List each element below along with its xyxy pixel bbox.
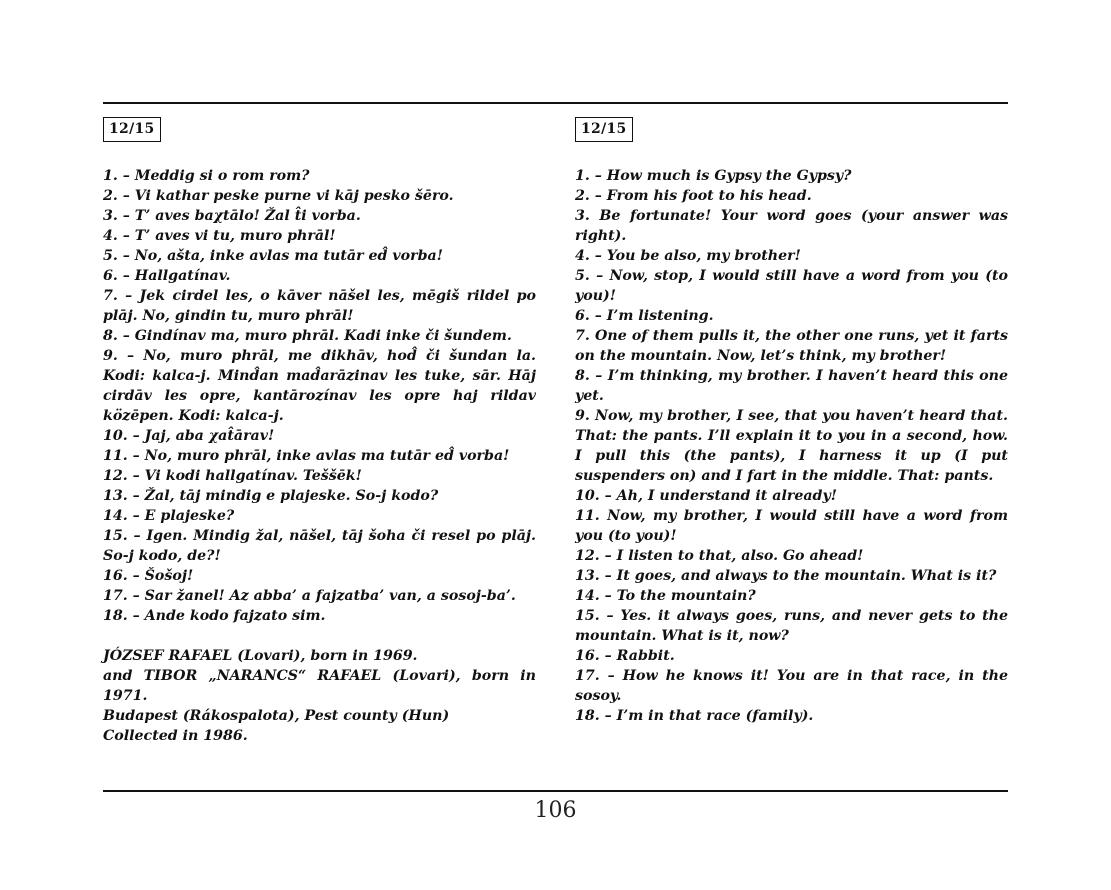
left-line: 4. – T’ aves vi tu, muro phrāl! <box>103 228 336 244</box>
left-line: 8. – Gindínav ma, muro phrāl. Kadi inke či šundem. <box>103 328 512 344</box>
left-code-box: 12/15 <box>103 117 161 142</box>
left-line: 13. – Žal, tāj mindig e plajeske. So-j kodo? <box>103 488 439 504</box>
right-line: 5. – Now, stop, I would still have a word from you (to you)! <box>575 268 1008 304</box>
credit-line: Collected in 1986. <box>103 728 248 744</box>
right-line: 12. – I listen to that, also. Go ahead! <box>575 548 864 564</box>
left-column <box>103 117 536 746</box>
left-line: 1. – Meddig si o rom rom? <box>103 168 310 184</box>
left-line: 14. – E plajeske? <box>103 508 235 524</box>
right-line: 3. Be fortunate! Your word goes (your answer was right). <box>575 208 1008 244</box>
right-line: 11. Now, my brother, I would still have a word from you (to you)! <box>575 508 1008 544</box>
left-line: 7. – Jek cirdel les, o kāver nāšel les, mēgiš rildel po plāj. No, gindin tu, muro phrāl! <box>103 288 536 324</box>
left-line: 17. – Sar žanel! Az abba’ a fajzatba’ van, a sosoj-ba’. <box>103 588 516 604</box>
left-line: 18. – Ande kodo fajzato sim. <box>103 608 326 624</box>
right-line: 16. – Rabbit. <box>575 648 675 664</box>
left-line: 12. – Vi kodi hallgatínav. Teššēk! <box>103 468 362 484</box>
credit-line: JÓZSEF RAFAEL (Lovari), born in 1969. <box>103 648 418 664</box>
right-line: 9. Now, my brother, I see, that you haven’t heard that. That: the pants. I’ll explain it to you in a second, how. I pull this (the pants), I harness it up (I put suspenders on) and I fart in the middle. That: pants. <box>575 408 1008 484</box>
left-text <box>103 166 536 746</box>
left-line: 6. – Hallgatínav. <box>103 268 231 284</box>
right-line: 13. – It goes, and always to the mountain. What is it? <box>575 568 997 584</box>
right-text <box>575 166 1008 726</box>
right-line: 6. – I’m listening. <box>575 308 714 324</box>
credit-line: and TIBOR „NARANCS“ RAFAEL (Lovari), born in 1971. <box>103 668 536 704</box>
left-line: 3. – T’ aves baχtālo! Žal t̂i vorba. <box>103 208 361 224</box>
left-line: 5. – No, ašta, inke avlas ma tutār ed̂ vorba! <box>103 248 443 264</box>
credit-line: Budapest (Rákospalota), Pest county (Hun) <box>103 708 450 724</box>
left-line: 9. – No, muro phrāl, me dikhāv, hod̂ či šundan la. Kodi: kalca-j. Mind̂an mad̂arāzinav les tuke, sār. Hāj cirdāv les opre, kantārozínav les opre haj rildav közēpen. Kodi: kalca-j. <box>103 348 536 424</box>
right-line: 8. – I’m thinking, my brother. I haven’t heard this one yet. <box>575 368 1008 404</box>
right-line: 18. – I’m in that race (family). <box>575 708 814 724</box>
left-line: 15. – Igen. Mindig žal, nāšel, tāj šoha či resel po plāj. So-j kodo, de?! <box>103 528 536 564</box>
right-line: 17. – How he knows it! You are in that race, in the sosoy. <box>575 668 1008 704</box>
top-rule <box>103 102 1008 104</box>
left-line: 2. – Vi kathar peske purne vi kāj pesko šēro. <box>103 188 454 204</box>
right-line: 10. – Ah, I understand it already! <box>575 488 837 504</box>
page-number: 106 <box>534 798 577 823</box>
right-line: 7. One of them pulls it, the other one runs, yet it farts on the mountain. Now, let’s think, my brother! <box>575 328 1008 364</box>
right-code-box: 12/15 <box>575 117 633 142</box>
right-line: 15. – Yes. it always goes, runs, and never gets to the mountain. What is it, now? <box>575 608 1008 644</box>
right-column <box>575 117 1008 726</box>
credits-block <box>103 646 536 746</box>
right-line: 14. – To the mountain? <box>575 588 756 604</box>
bottom-rule <box>103 790 1008 792</box>
right-line: 4. – You be also, my brother! <box>575 248 801 264</box>
left-line: 16. – Šošoj! <box>103 568 194 584</box>
left-line: 10. – Jaj, aba χat̂ārav! <box>103 428 275 444</box>
right-line: 1. – How much is Gypsy the Gypsy? <box>575 168 852 184</box>
right-line: 2. – From his foot to his head. <box>575 188 812 204</box>
left-line: 11. – No, muro phrāl, inke avlas ma tutār ed̂ vorba! <box>103 448 510 464</box>
